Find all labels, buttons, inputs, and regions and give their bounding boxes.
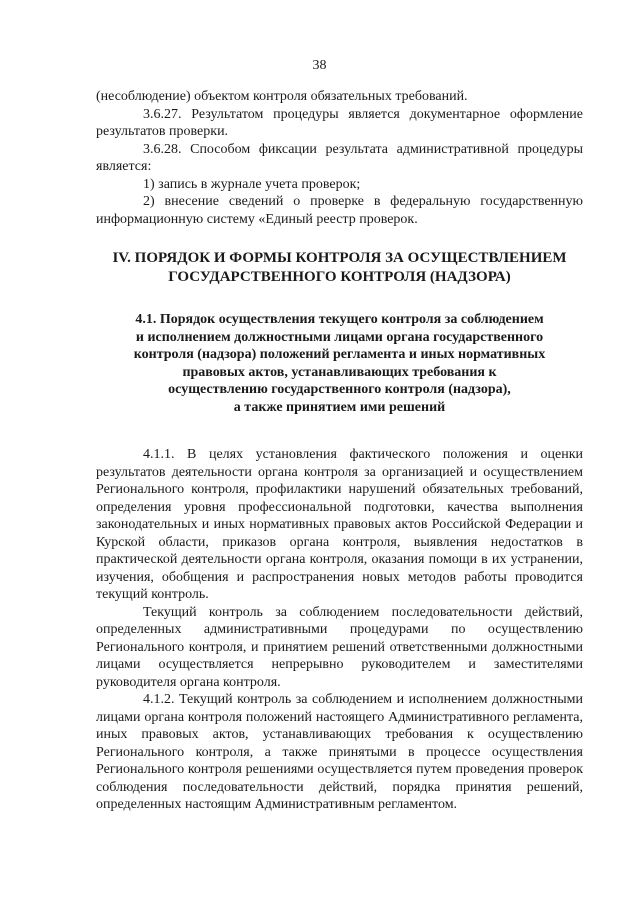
document-body (96, 88, 583, 814)
subsection-heading-line: и исполнением должностными лицами органа государственного (135, 329, 544, 345)
subsection-heading (96, 311, 583, 416)
page-number: 38 (312, 58, 327, 73)
section-heading-line: ГОСУДАРСТВЕННОГО КОНТРОЛЯ (НАДЗОРА) (168, 269, 511, 285)
subsection-heading-line: осуществлению государственного контроля (надзора), (168, 382, 511, 397)
section-heading (96, 249, 583, 287)
section-heading-line: IV. ПОРЯДОК И ФОРМЫ КОНТРОЛЯ ЗА ОСУЩЕСТВЛЕНИЕМ (112, 250, 567, 266)
list-item: 2) внесение сведений о проверке в федеральную государственную информационную систему «Единый реестр проверок. (96, 194, 583, 227)
paragraph: 3.6.28. Способом фиксации результата административной процедуры является: (96, 141, 583, 174)
subsection-heading-line: 4.1. Порядок осуществления текущего контроля за соблюдением (135, 312, 544, 327)
paragraph: 4.1.1. В целях установления фактического положения и оценки результатов деятельности органа контроля за организацией и осуществлением Регионального контроля, профилактики нарушений обязательных требований, определения уровня профессиональной подготовки, качества выполнения законодательных и иных нормативных правовых актов Российской Федерации и Курской области, приказов органа контроля, выявления недостатков в практической деятельности органа контроля, оказания помощи в их устранении, изучения, обобщения и распространения новых методов работы проводится текущий контроль. (96, 447, 583, 602)
paragraph: 3.6.27. Результатом процедуры является документарное оформление результатов проверки. (96, 106, 583, 139)
paragraph: 4.1.2. Текущий контроль за соблюдением и исполнением должностными лицами органа контроля положений настоящего Административного регламента, иных правовых актов, устанавливающих требования к осуществлению Регионального контроля, а также принятыми в процессе осуществления Регионального контроля решениями осуществляется путем проведения проверок соблюдения последовательности действий, порядка принятия решений, определенных настоящим Административным регламентом. (96, 692, 583, 812)
paragraph: (несоблюдение) объектом контроля обязательных требований. (96, 89, 468, 104)
subsection-heading-line: а также принятием ими решений (233, 399, 446, 415)
subsection-heading-line: контроля (надзора) положений регламента и иных нормативных (133, 347, 546, 362)
subsection-heading-line: правовых актов, устанавливающих требования к (182, 364, 497, 380)
paragraph: Текущий контроль за соблюдением последовательности действий, определенных административными процедурами по осуществлению Регионального контроля, и принятием решений ответственными должностными лицами осуществляется непрерывно руководителем и заместителями руководителя органа контроля. (96, 604, 583, 690)
list-item: 1) запись в журнале учета проверок; (143, 176, 361, 192)
